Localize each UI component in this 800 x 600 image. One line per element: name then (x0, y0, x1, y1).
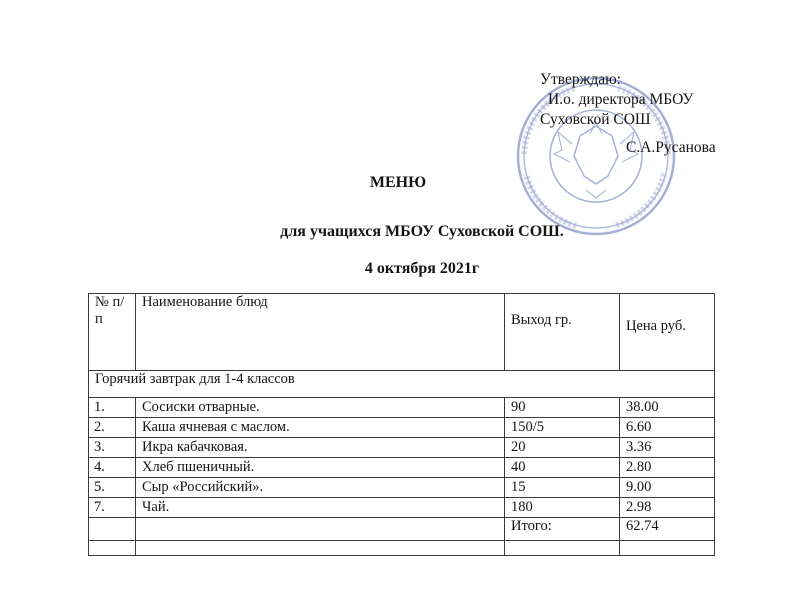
total-value: 62.74 (620, 518, 715, 541)
approval-signatory: С.А.Русанова (626, 139, 716, 156)
row-price: 3.36 (620, 438, 715, 458)
row-price: 38.00 (620, 398, 715, 418)
table-row (89, 478, 715, 498)
total-label: Итого: (505, 518, 620, 541)
blank-row (89, 541, 715, 556)
row-weight: 40 (505, 458, 620, 478)
row-name: Каша ячневая с маслом. (136, 418, 505, 438)
row-name: Икра кабачковая. (136, 438, 505, 458)
row-weight: 90 (505, 398, 620, 418)
row-weight: 150/5 (505, 418, 620, 438)
blank-cell (89, 541, 136, 556)
row-name: Сосиски отварные. (136, 398, 505, 418)
table-row (89, 458, 715, 478)
blank-cell (136, 541, 505, 556)
table-header-row (89, 294, 715, 371)
approval-school: Суховской СОШ (540, 111, 651, 128)
row-num: 3. (89, 438, 136, 458)
menu-date: 4 октября 2021г (364, 260, 480, 277)
row-name: Сыр «Российский». (136, 478, 505, 498)
blank-cell (620, 541, 715, 556)
header-name: Наименование блюд (136, 294, 505, 371)
approval-position: И.о. директора МБОУ (548, 91, 694, 108)
row-price: 2.80 (620, 458, 715, 478)
table-row (89, 398, 715, 418)
row-price: 9.00 (620, 478, 715, 498)
section-title: Горячий завтрак для 1-4 классов (89, 371, 715, 398)
table-row (89, 438, 715, 458)
header-weight: Выход гр. (505, 294, 620, 371)
header-num: № п/п (89, 294, 136, 371)
row-num: 1. (89, 398, 136, 418)
table-row (89, 498, 715, 518)
row-price: 6.60 (620, 418, 715, 438)
row-num: 7. (89, 498, 136, 518)
row-num: 2. (89, 418, 136, 438)
page-title: МЕНЮ (369, 174, 427, 191)
menu-table (88, 293, 715, 556)
header-price: Цена руб. (620, 294, 715, 371)
blank-cell (505, 541, 620, 556)
approval-heading: Утверждаю: (540, 71, 621, 88)
row-weight: 20 (505, 438, 620, 458)
row-name: Чай. (136, 498, 505, 518)
row-price: 2.98 (620, 498, 715, 518)
row-weight: 15 (505, 478, 620, 498)
section-row (89, 371, 715, 398)
row-weight: 180 (505, 498, 620, 518)
row-name: Хлеб пшеничный. (136, 458, 505, 478)
table-row (89, 418, 715, 438)
row-num: 4. (89, 458, 136, 478)
total-empty-cell (136, 518, 505, 541)
page-subtitle: для учащихся МБОУ Суховской СОШ. (280, 223, 564, 240)
total-empty-cell (89, 518, 136, 541)
total-row (89, 518, 715, 541)
row-num: 5. (89, 478, 136, 498)
